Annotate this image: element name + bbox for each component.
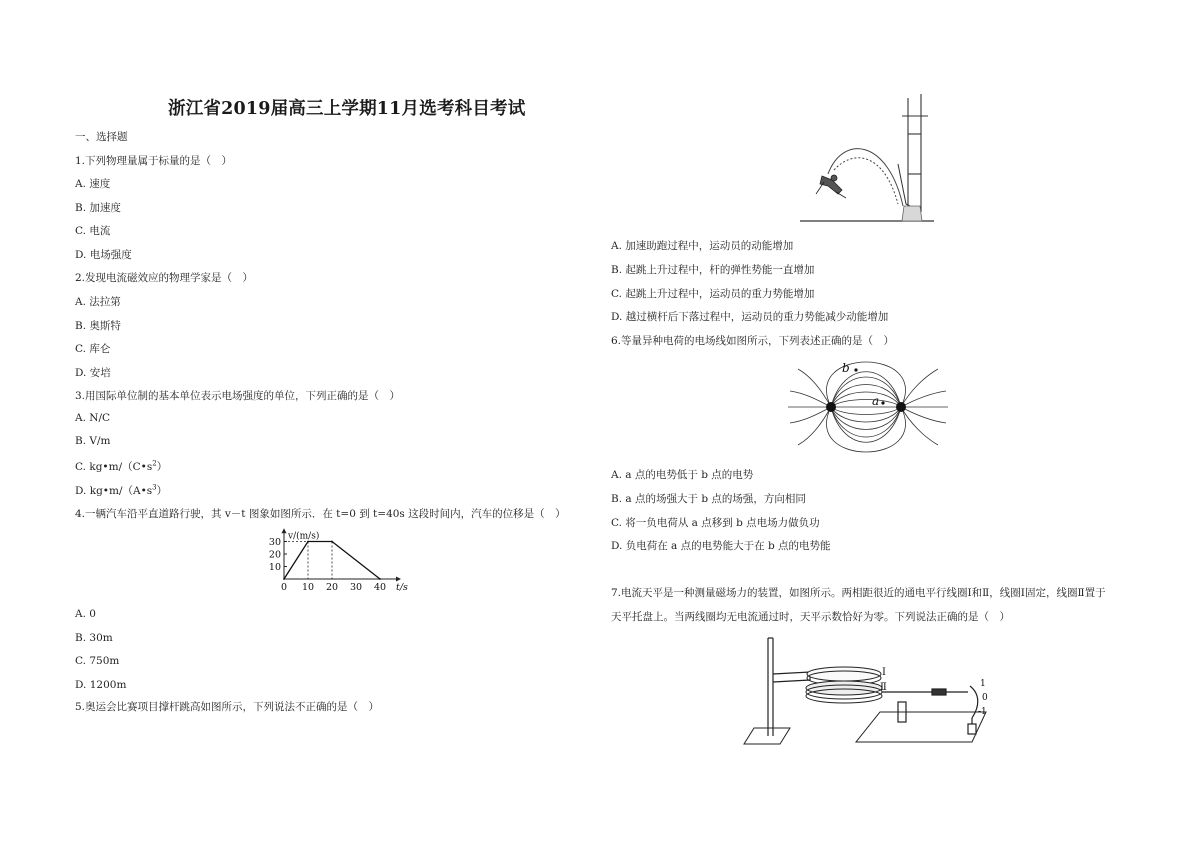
velocity-point xyxy=(331,541,333,543)
y-tick-label: 20 xyxy=(268,549,281,561)
q6-option-c: C. 将一负电荷从 a 点移到 b 点电场力做负功 xyxy=(611,517,820,529)
q4-option-b: B. 30m xyxy=(75,632,113,644)
pole-vault-figure xyxy=(798,94,938,226)
coil-ii xyxy=(806,681,882,703)
electric-field-lines-figure xyxy=(786,358,950,456)
question-3-stem: 3.用国际单位制的基本单位表示电场强度的单位，下列正确的是（ ） xyxy=(75,390,401,402)
negative-charge xyxy=(896,402,906,412)
point-b-label: b xyxy=(842,361,850,375)
section-heading: 一、选择题 xyxy=(75,131,128,143)
x-tick-label: 20 xyxy=(325,582,339,593)
y-axis-arrow xyxy=(282,528,287,533)
mat xyxy=(902,206,922,221)
q2-option-b: B. 奥斯特 xyxy=(75,320,121,332)
x-tick-label: 10 xyxy=(301,582,315,593)
field-line xyxy=(901,369,938,407)
q3-option-b: B. V/m xyxy=(75,435,111,447)
field-line xyxy=(901,407,946,423)
q1-option-d: D. 电场强度 xyxy=(75,249,132,261)
field-line xyxy=(901,391,946,407)
q2-option-a: A. 法拉第 xyxy=(75,296,121,308)
q1-option-c: C. 电流 xyxy=(75,225,111,237)
question-7-stem-line-2: 天平托盘上。当两线圈均无电流通过时，天平示数恰好为零。下列说法正确的是（ ） xyxy=(611,611,1010,623)
point-a-marker xyxy=(881,401,884,404)
y-axis-label: v/(m/s) xyxy=(288,531,320,542)
question-7-stem-line-1: 7.电流天平是一种测量磁场力的装置，如图所示。两相距很近的通电平行线圈Ⅰ和Ⅱ，线圈Ⅰ固定，线圈Ⅱ置于 xyxy=(611,587,1106,599)
y-tick-label: 30 xyxy=(268,537,281,548)
q2-option-d: D. 安培 xyxy=(75,367,111,379)
field-line xyxy=(790,407,831,423)
vault-stand xyxy=(898,94,928,212)
support-rod xyxy=(768,638,810,736)
x-axis-arrow xyxy=(396,577,401,582)
left-base xyxy=(744,728,790,744)
velocity-point xyxy=(379,578,381,580)
scale-label-minus1: -1 xyxy=(978,707,987,717)
question-4-stem: 4.一辆汽车沿平直道路行驶，其 v－t 图象如图所示．在 t=0 到 t=40s 这段时间内，汽车的位移是（ ） xyxy=(75,508,566,520)
page-title: 浙江省2019届高三上学期11月选考科目考试 xyxy=(168,99,526,119)
q6-option-a: A. a 点的电势低于 b 点的电势 xyxy=(611,469,754,481)
q1-option-b: B. 加速度 xyxy=(75,202,121,214)
field-line xyxy=(831,407,901,415)
velocity-point xyxy=(283,578,285,580)
field-line xyxy=(831,400,901,408)
q2-option-c: C. 库仑 xyxy=(75,343,111,355)
y-tick-label: 10 xyxy=(268,562,281,573)
x-tick-label: 30 xyxy=(349,582,363,593)
current-balance-figure xyxy=(740,634,990,749)
q3-option-c: C. $kg•m/(C•s^2)$ xyxy=(75,459,168,473)
field-line xyxy=(790,391,831,407)
q1-option-a: A. 速度 xyxy=(75,178,111,190)
q5-option-b: B. 起跳上升过程中，杆的弹性势能一直增加 xyxy=(611,264,815,276)
q5-option-c: C. 起跳上升过程中，运动员的重力势能增加 xyxy=(611,288,815,300)
q6-option-d: D. 负电荷在 a 点的电势能大于在 b 点的电势能 xyxy=(611,540,831,552)
q3-option-a: A. N/C xyxy=(75,412,111,424)
positive-charge xyxy=(826,402,836,412)
q6-option-b: B. a 点的场强大于 b 点的场强，方向相同 xyxy=(611,493,806,505)
question-2-stem: 2.发现电流磁效应的物理学家是（ ） xyxy=(75,272,254,284)
scale-pointer xyxy=(968,686,978,734)
question-6-stem: 6.等量异种电荷的电场线如图所示，下列表述正确的是（ ） xyxy=(611,335,895,347)
scale-label-zero: 0 xyxy=(982,693,988,703)
vault-trajectory xyxy=(828,149,903,206)
scale-label-plus1: 1 xyxy=(980,679,986,689)
q5-option-d: D. 越过横杆后下落过程中，运动员的重力势能减少动能增加 xyxy=(611,311,889,323)
q4-option-d: D. 1200m xyxy=(75,679,127,691)
coil-ii-label: Ⅱ xyxy=(880,682,887,693)
athlete xyxy=(816,175,846,198)
q3-option-d: D. $kg•m/(A•s^3)$ xyxy=(75,483,168,497)
x-tick-label: 40 xyxy=(373,582,387,593)
coil-i-label: Ⅰ xyxy=(882,667,886,678)
x-tick-label: 0 xyxy=(280,582,288,593)
point-b-marker xyxy=(854,368,857,371)
point-a-label: a xyxy=(872,394,880,408)
vt-chart xyxy=(258,527,406,595)
right-base xyxy=(856,712,986,742)
q4-option-c: C. 750m xyxy=(75,655,120,667)
question-1-stem: 1.下列物理量属于标量的是（ ） xyxy=(75,155,233,167)
x-axis-label: t/s xyxy=(396,582,408,593)
q5-option-a: A. 加速助跑过程中，运动员的动能增加 xyxy=(611,240,794,252)
q4-option-a: A. 0 xyxy=(75,608,96,620)
question-5-stem: 5.奥运会比赛项目撑杆跳高如图所示，下列说法不正确的是（ ） xyxy=(75,701,380,713)
balance-beam xyxy=(882,689,968,722)
field-line xyxy=(901,407,938,445)
